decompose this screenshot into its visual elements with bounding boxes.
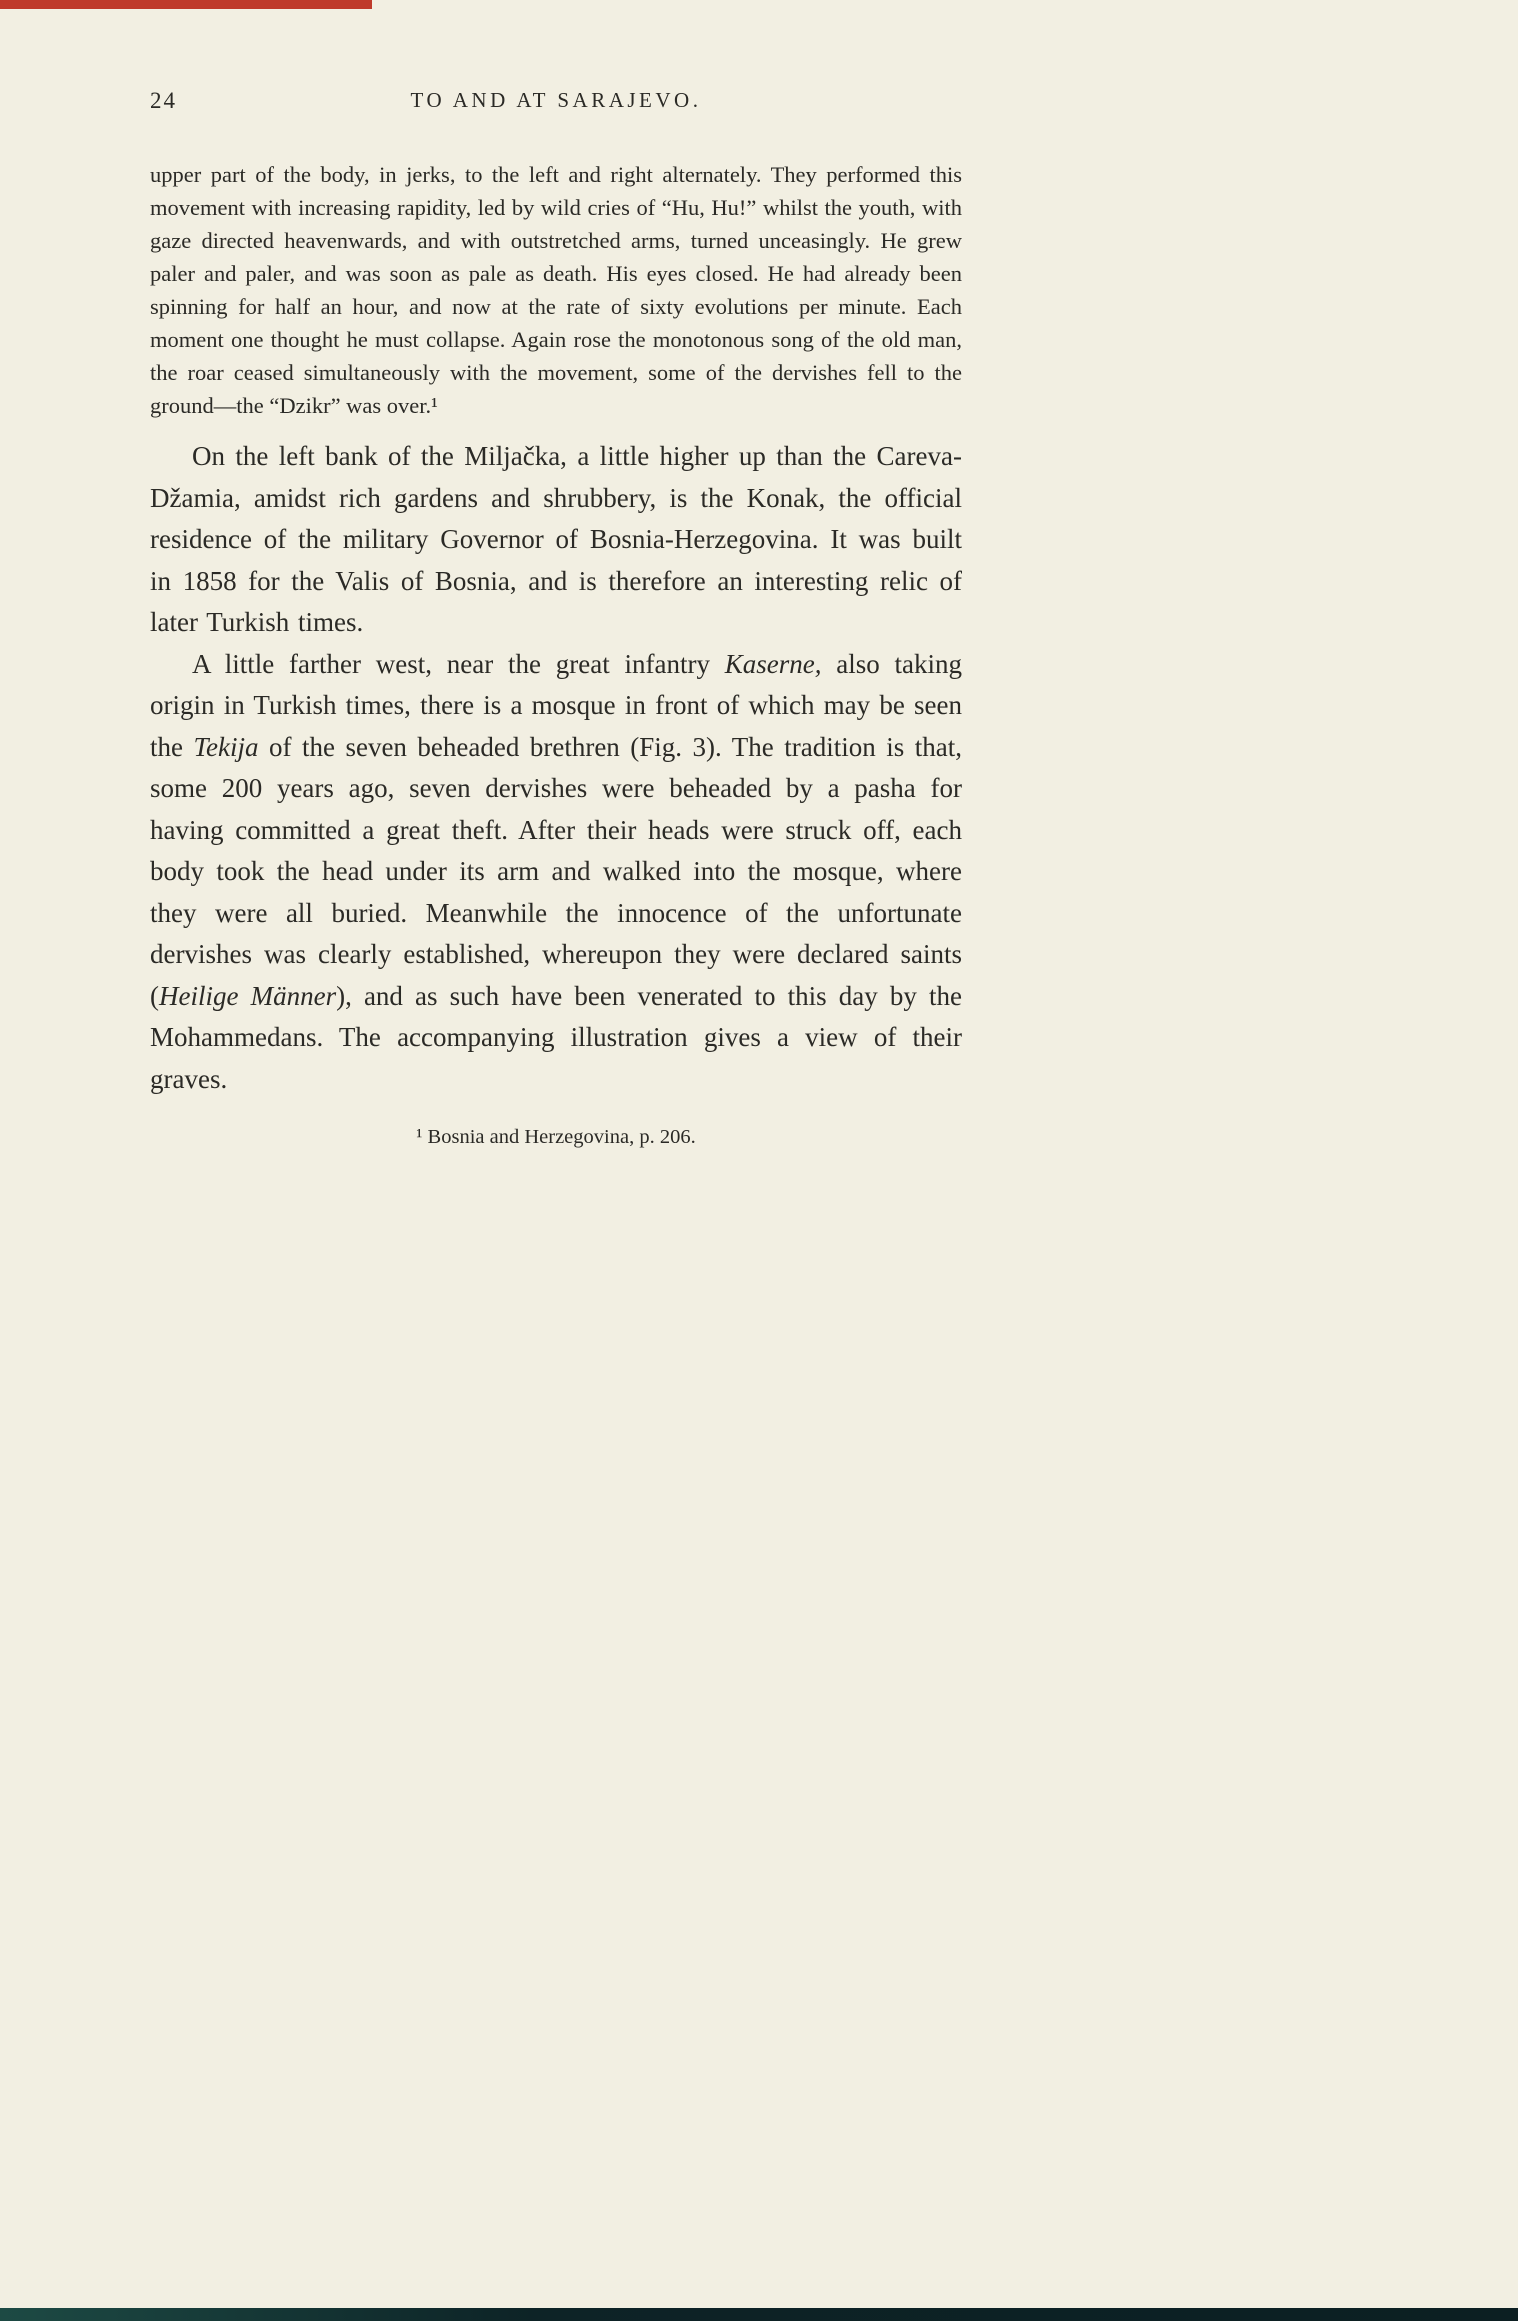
text-run: upper part of the body, in jerks, to the left and right alternately. They performed this movement with increasing rapidity, led by wild cries of “Hu, Hu!” whilst the youth, with gaze directed heavenwards, and with outstretched arms, turned unceasingly. He grew paler and paler, and was soon as pale as death. His eyes closed. He had already been spinning for half an hour, and now at the rate of sixty evolutions per minute. Each moment one thought he must collapse. Again rose the monotonous song of the old man, the roar ceased simultaneously with the movement, some of the dervishes fell to the ground—the “Dzikr” was over.¹ <box>150 162 962 418</box>
text-block <box>150 88 962 1149</box>
top-red-strip <box>0 0 372 9</box>
bottom-dark-strip <box>0 2308 1518 2321</box>
text-run: A little farther west, near the great infantry <box>192 648 725 679</box>
italic-run: Kaserne, <box>724 648 822 679</box>
text-run: of the seven beheaded brethren (Fig. 3). The tradition is that, some 200 years ago, seven dervishes were beheaded by a pasha for having committed a great theft. After their heads were struck off, each body took the head under its arm and walked into the mosque, where they were all buried. Meanwhile the innocence of the unfortunate dervishes was clearly established, whereupon they were declared saints ( <box>150 731 962 1011</box>
italic-run: Heilige Männer <box>159 980 337 1011</box>
paragraphs <box>150 158 962 1100</box>
running-title: TO AND AT SARAJEVO. <box>410 88 702 112</box>
paragraph <box>150 644 962 1101</box>
paragraph <box>150 158 962 422</box>
paragraph <box>150 436 962 644</box>
italic-run: Tekija <box>193 731 259 762</box>
text-run: On the left bank of the Miljačka, a little higher up than the Careva-Džamia, amidst rich gardens and shrubbery, is the Konak, the official residence of the military Governor of Bosnia-Herzegovina. It was built in 1858 for the Valis of Bosnia, and is therefore an interesting relic of later Turkish times. <box>150 441 962 637</box>
text-run: ), and as such have been venerated to this day by the Mohammedans. The accompanying illustration gives a view of their graves. <box>150 980 962 1094</box>
page-number: 24 <box>150 88 177 113</box>
footnote: ¹ Bosnia and Herzegovina, p. 206. <box>416 1126 696 1148</box>
text-run: also taking origin in Turkish times, there is a mosque in front of which may be seen the <box>150 648 963 762</box>
running-head <box>150 88 962 122</box>
